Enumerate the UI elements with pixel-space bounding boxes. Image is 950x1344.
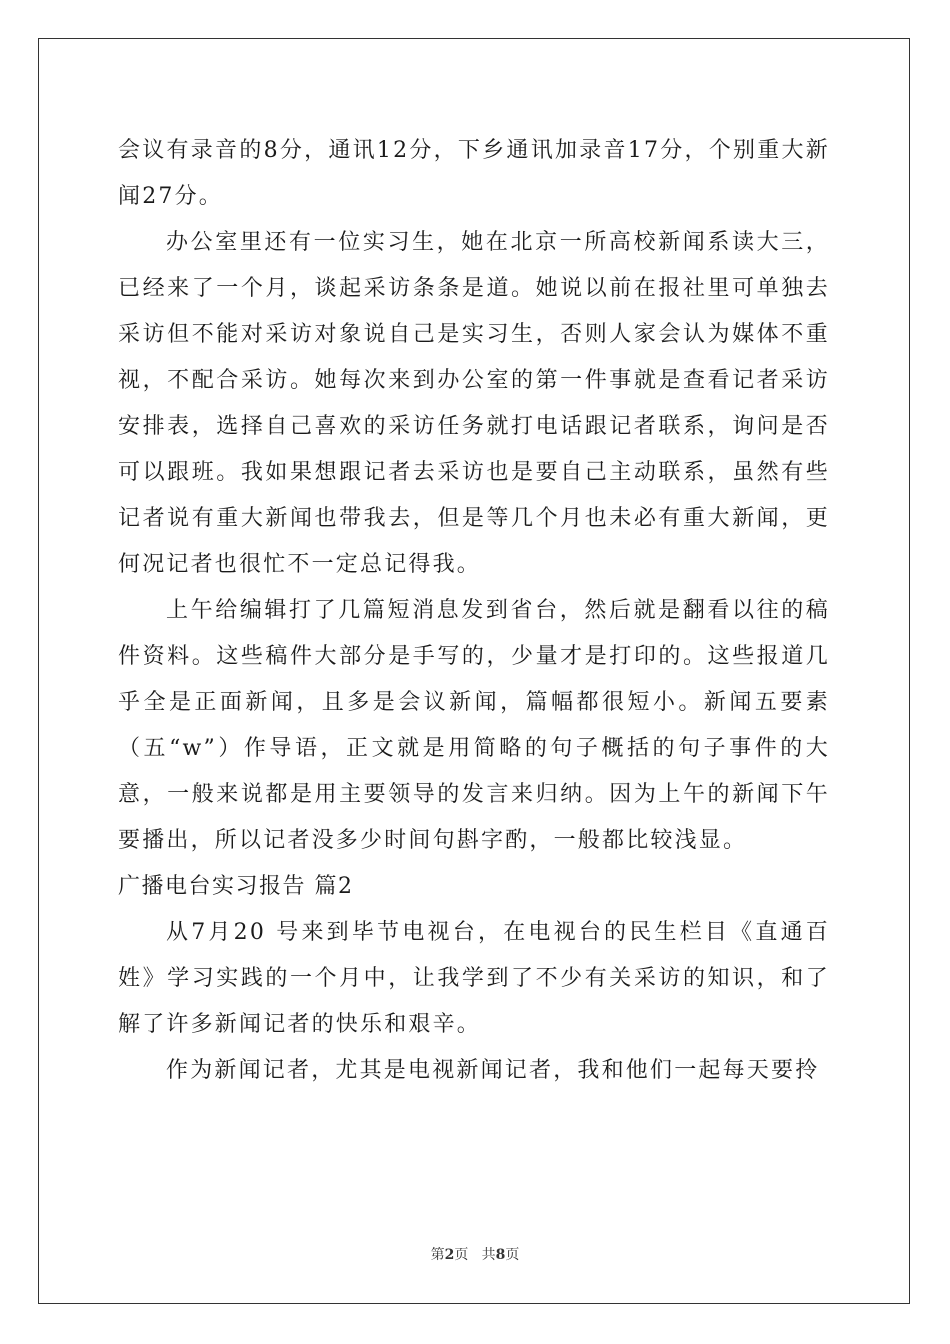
page-prefix: 第 xyxy=(430,1247,445,1263)
page-footer xyxy=(0,1246,950,1264)
page-suffix: 页 xyxy=(454,1247,469,1263)
paragraph-editing: 上午给编辑打了几篇短消息发到省台，然后就是翻看以往的稿件资料。这些稿件大部分是手写的，少量才是打印的。这些报道几乎全是正面新闻，且多是会议新闻，篇幅都很短小。新闻五要素（五“w”）作导语，正文就是用简略的句子概括的句子事件的大意，一般来说都是用主要领导的发言来归纳。因为上午的新闻下午要播出，所以记者没多少时间句斟字酌，一般都比较浅显。 xyxy=(118,598,830,853)
total-pages: 8 xyxy=(495,1247,506,1263)
total-suffix: 页 xyxy=(505,1247,520,1263)
total-prefix: 共 xyxy=(481,1247,496,1263)
paragraph-intern: 办公室里还有一位实习生，她在北京一所高校新闻系读大三，已经来了一个月，谈起采访条条是道。她说以前在报社里可单独去采访但不能对采访对象说自己是实习生，否则人家会认为媒体不重视，不配合采访。她每次来到办公室的第一件事就是查看记者采访安排表，选择自己喜欢的采访任务就打电话跟记者联系，询问是否可以跟班。我如果想跟记者去采访也是要自己主动联系，虽然有些记者说有重大新闻也带我去，但是等几个月也未必有重大新闻，更何况记者也很忙不一定总记得我。 xyxy=(118,230,830,577)
section-heading: 广播电台实习报告 篇2 xyxy=(118,874,354,899)
page-number: 2 xyxy=(444,1247,455,1263)
paragraph-continued: 会议有录音的8分，通讯12分，下乡通讯加录音17分，个别重大新闻27分。 xyxy=(118,138,830,209)
paragraph-bijie-tv: 从7月20 号来到毕节电视台，在电视台的民生栏目《直通百姓》学习实践的一个月中，让我学到了不少有关采访的知识，和了解了许多新闻记者的快乐和艰辛。 xyxy=(118,920,830,1037)
document-body xyxy=(118,128,830,1094)
paragraph-reporter: 作为新闻记者，尤其是电视新闻记者，我和他们一起每天要拎 xyxy=(166,1058,820,1083)
